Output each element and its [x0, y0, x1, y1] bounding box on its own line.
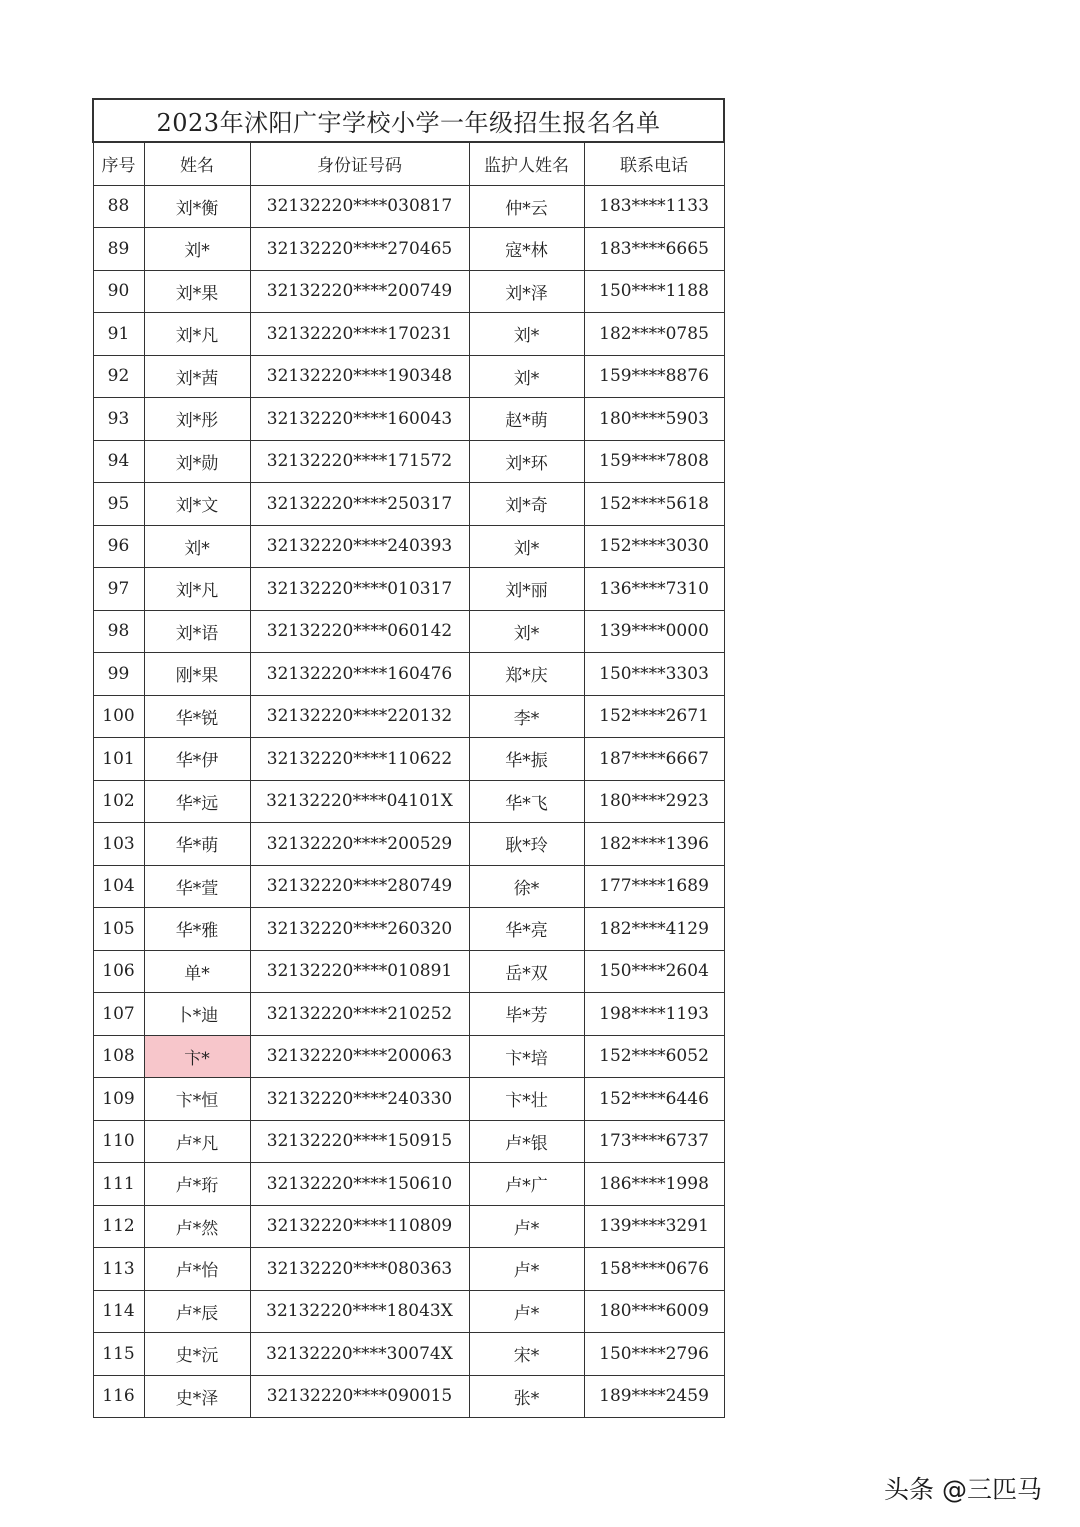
- cell-guardian-name: 郑*庆: [469, 653, 584, 696]
- cell-guardian-name: 寇*林: [469, 228, 584, 271]
- cell-guardian-name: 仲*云: [469, 185, 584, 228]
- cell-phone: 182****4129: [584, 908, 724, 951]
- cell-name: 华*萱: [144, 865, 250, 908]
- cell-phone: 158****0676: [584, 1248, 724, 1291]
- header-row: [93, 142, 724, 185]
- cell-guardian-name: 张*: [469, 1375, 584, 1418]
- table-row: [93, 525, 724, 568]
- cell-index: 105: [93, 908, 144, 951]
- cell-id-number: 32132220****010317: [250, 568, 469, 611]
- cell-index: 116: [93, 1375, 144, 1418]
- cell-name: 刘*凡: [144, 568, 250, 611]
- cell-guardian-name: 华*飞: [469, 780, 584, 823]
- cell-name: 卢*珩: [144, 1163, 250, 1206]
- cell-index: 100: [93, 695, 144, 738]
- cell-name: 刘*: [144, 525, 250, 568]
- cell-index: 95: [93, 483, 144, 526]
- cell-phone: 139****0000: [584, 610, 724, 653]
- cell-phone: 159****7808: [584, 440, 724, 483]
- cell-index: 109: [93, 1078, 144, 1121]
- cell-phone: 139****3291: [584, 1205, 724, 1248]
- table-row: [93, 185, 724, 228]
- cell-name: 卜*迪: [144, 993, 250, 1036]
- table-row: [93, 823, 724, 866]
- cell-name: 华*远: [144, 780, 250, 823]
- cell-id-number: 32132220****150610: [250, 1163, 469, 1206]
- table-row: [93, 228, 724, 271]
- header-index: 序号: [93, 142, 144, 185]
- table-row: [93, 695, 724, 738]
- cell-phone: 152****6052: [584, 1035, 724, 1078]
- cell-index: 113: [93, 1248, 144, 1291]
- cell-phone: 150****2796: [584, 1333, 724, 1376]
- cell-id-number: 32132220****160476: [250, 653, 469, 696]
- cell-name: 刘*勋: [144, 440, 250, 483]
- cell-index: 106: [93, 950, 144, 993]
- cell-phone: 159****8876: [584, 355, 724, 398]
- cell-index: 104: [93, 865, 144, 908]
- cell-phone: 189****2459: [584, 1375, 724, 1418]
- cell-id-number: 32132220****171572: [250, 440, 469, 483]
- cell-guardian-name: 卢*: [469, 1248, 584, 1291]
- table-row: [93, 1163, 724, 1206]
- table-row: [93, 355, 724, 398]
- cell-id-number: 32132220****220132: [250, 695, 469, 738]
- cell-name: 卢*怡: [144, 1248, 250, 1291]
- table-body: [93, 185, 724, 1418]
- cell-id-number: 32132220****110809: [250, 1205, 469, 1248]
- cell-id-number: 32132220****090015: [250, 1375, 469, 1418]
- cell-phone: 136****7310: [584, 568, 724, 611]
- table-row: [93, 398, 724, 441]
- cell-name: 刘*: [144, 228, 250, 271]
- cell-name: 刚*果: [144, 653, 250, 696]
- cell-id-number: 32132220****200063: [250, 1035, 469, 1078]
- cell-phone: 152****3030: [584, 525, 724, 568]
- cell-phone: 180****6009: [584, 1290, 724, 1333]
- cell-name: 卢*凡: [144, 1120, 250, 1163]
- cell-guardian-name: 华*亮: [469, 908, 584, 951]
- cell-name: 卞*恒: [144, 1078, 250, 1121]
- cell-index: 89: [93, 228, 144, 271]
- cell-guardian-name: 卞*培: [469, 1035, 584, 1078]
- header-id-number: 身份证号码: [250, 142, 469, 185]
- cell-name: 华*雅: [144, 908, 250, 951]
- header-guardian-name: 监护人姓名: [469, 142, 584, 185]
- cell-index: 94: [93, 440, 144, 483]
- cell-name: 史*泽: [144, 1375, 250, 1418]
- cell-index: 99: [93, 653, 144, 696]
- cell-name: 卢*然: [144, 1205, 250, 1248]
- cell-id-number: 32132220****200529: [250, 823, 469, 866]
- cell-phone: 183****6665: [584, 228, 724, 271]
- table-row: [93, 270, 724, 313]
- table-row: [93, 1375, 724, 1418]
- cell-guardian-name: 卢*银: [469, 1120, 584, 1163]
- cell-index: 92: [93, 355, 144, 398]
- cell-phone: 152****6446: [584, 1078, 724, 1121]
- cell-name: 刘*茜: [144, 355, 250, 398]
- cell-id-number: 32132220****04101X: [250, 780, 469, 823]
- cell-index: 96: [93, 525, 144, 568]
- cell-id-number: 32132220****240393: [250, 525, 469, 568]
- cell-phone: 150****3303: [584, 653, 724, 696]
- cell-id-number: 32132220****280749: [250, 865, 469, 908]
- table-row: [93, 1120, 724, 1163]
- cell-index: 107: [93, 993, 144, 1036]
- cell-name: 卞*: [144, 1035, 250, 1078]
- table-row: [93, 440, 724, 483]
- cell-guardian-name: 宋*: [469, 1333, 584, 1376]
- cell-name: 刘*文: [144, 483, 250, 526]
- cell-index: 91: [93, 313, 144, 356]
- cell-guardian-name: 刘*奇: [469, 483, 584, 526]
- cell-id-number: 32132220****030817: [250, 185, 469, 228]
- cell-phone: 180****5903: [584, 398, 724, 441]
- cell-index: 97: [93, 568, 144, 611]
- cell-index: 114: [93, 1290, 144, 1333]
- table-row: [93, 568, 724, 611]
- cell-phone: 183****1133: [584, 185, 724, 228]
- cell-guardian-name: 赵*萌: [469, 398, 584, 441]
- cell-id-number: 32132220****30074X: [250, 1333, 469, 1376]
- cell-id-number: 32132220****170231: [250, 313, 469, 356]
- table-row: [93, 1035, 724, 1078]
- table-row: [93, 1248, 724, 1291]
- cell-index: 102: [93, 780, 144, 823]
- cell-name: 刘*衡: [144, 185, 250, 228]
- cell-id-number: 32132220****260320: [250, 908, 469, 951]
- cell-name: 单*: [144, 950, 250, 993]
- title-row: [93, 99, 724, 142]
- table-row: [93, 738, 724, 781]
- cell-index: 112: [93, 1205, 144, 1248]
- table-row: [93, 1078, 724, 1121]
- cell-guardian-name: 刘*: [469, 610, 584, 653]
- cell-phone: 180****2923: [584, 780, 724, 823]
- cell-guardian-name: 岳*双: [469, 950, 584, 993]
- cell-id-number: 32132220****080363: [250, 1248, 469, 1291]
- cell-id-number: 32132220****240330: [250, 1078, 469, 1121]
- table-title: 2023年沭阳广宇学校小学一年级招生报名名单: [93, 99, 724, 142]
- cell-phone: 173****6737: [584, 1120, 724, 1163]
- cell-index: 115: [93, 1333, 144, 1376]
- cell-guardian-name: 刘*环: [469, 440, 584, 483]
- cell-index: 110: [93, 1120, 144, 1163]
- cell-phone: 152****2671: [584, 695, 724, 738]
- cell-id-number: 32132220****110622: [250, 738, 469, 781]
- cell-id-number: 32132220****060142: [250, 610, 469, 653]
- table-row: [93, 1290, 724, 1333]
- cell-guardian-name: 卢*: [469, 1290, 584, 1333]
- table-row: [93, 950, 724, 993]
- table-row: [93, 653, 724, 696]
- cell-guardian-name: 刘*: [469, 355, 584, 398]
- cell-guardian-name: 毕*芳: [469, 993, 584, 1036]
- cell-phone: 182****1396: [584, 823, 724, 866]
- cell-guardian-name: 刘*泽: [469, 270, 584, 313]
- table-row: [93, 865, 724, 908]
- cell-name: 卢*辰: [144, 1290, 250, 1333]
- cell-index: 88: [93, 185, 144, 228]
- cell-name: 史*沅: [144, 1333, 250, 1376]
- table-row: [93, 780, 724, 823]
- cell-index: 98: [93, 610, 144, 653]
- cell-id-number: 32132220****190348: [250, 355, 469, 398]
- cell-phone: 150****2604: [584, 950, 724, 993]
- cell-name: 刘*语: [144, 610, 250, 653]
- cell-phone: 186****1998: [584, 1163, 724, 1206]
- cell-phone: 187****6667: [584, 738, 724, 781]
- cell-guardian-name: 卞*壮: [469, 1078, 584, 1121]
- cell-guardian-name: 卢*: [469, 1205, 584, 1248]
- cell-id-number: 32132220****150915: [250, 1120, 469, 1163]
- cell-guardian-name: 耿*玲: [469, 823, 584, 866]
- cell-name: 刘*凡: [144, 313, 250, 356]
- enrollment-table: [92, 98, 725, 1418]
- cell-phone: 150****1188: [584, 270, 724, 313]
- table-row: [93, 610, 724, 653]
- cell-id-number: 32132220****200749: [250, 270, 469, 313]
- cell-guardian-name: 李*: [469, 695, 584, 738]
- cell-index: 90: [93, 270, 144, 313]
- header-name: 姓名: [144, 142, 250, 185]
- cell-phone: 177****1689: [584, 865, 724, 908]
- cell-name: 刘*彤: [144, 398, 250, 441]
- cell-name: 华*锐: [144, 695, 250, 738]
- cell-id-number: 32132220****18043X: [250, 1290, 469, 1333]
- cell-index: 101: [93, 738, 144, 781]
- cell-id-number: 32132220****010891: [250, 950, 469, 993]
- cell-index: 103: [93, 823, 144, 866]
- table-row: [93, 993, 724, 1036]
- cell-guardian-name: 刘*: [469, 525, 584, 568]
- table-row: [93, 1205, 724, 1248]
- cell-guardian-name: 卢*广: [469, 1163, 584, 1206]
- cell-name: 华*伊: [144, 738, 250, 781]
- cell-index: 93: [93, 398, 144, 441]
- cell-guardian-name: 徐*: [469, 865, 584, 908]
- cell-index: 108: [93, 1035, 144, 1078]
- cell-guardian-name: 华*振: [469, 738, 584, 781]
- header-phone: 联系电话: [584, 142, 724, 185]
- cell-id-number: 32132220****270465: [250, 228, 469, 271]
- cell-id-number: 32132220****160043: [250, 398, 469, 441]
- cell-name: 刘*果: [144, 270, 250, 313]
- cell-id-number: 32132220****210252: [250, 993, 469, 1036]
- cell-guardian-name: 刘*: [469, 313, 584, 356]
- table-row: [93, 313, 724, 356]
- cell-index: 111: [93, 1163, 144, 1206]
- cell-id-number: 32132220****250317: [250, 483, 469, 526]
- cell-guardian-name: 刘*丽: [469, 568, 584, 611]
- table-row: [93, 908, 724, 951]
- cell-phone: 182****0785: [584, 313, 724, 356]
- cell-phone: 198****1193: [584, 993, 724, 1036]
- table-row: [93, 483, 724, 526]
- cell-name: 华*萌: [144, 823, 250, 866]
- watermark: 头条 @三匹马: [884, 1475, 1042, 1504]
- cell-phone: 152****5618: [584, 483, 724, 526]
- table-row: [93, 1333, 724, 1376]
